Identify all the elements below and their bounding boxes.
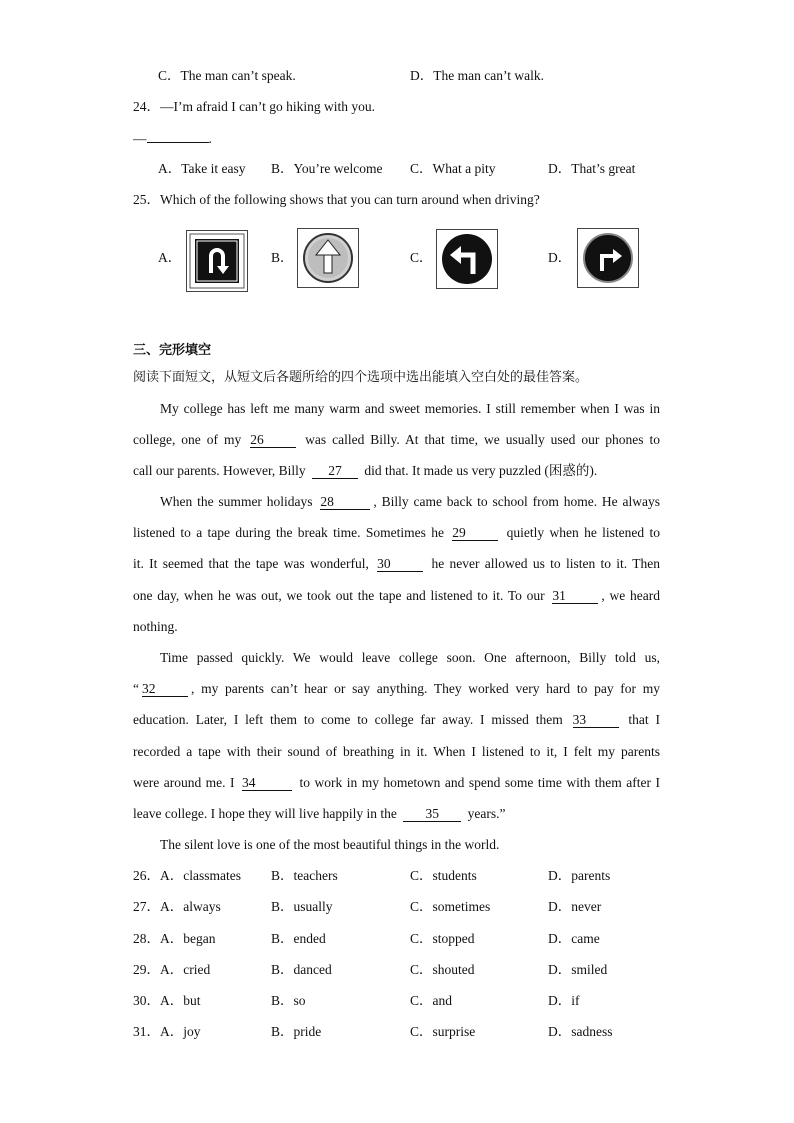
q24-option-a[interactable]: A．Take it easy [158, 161, 246, 176]
passage-p2-line4 [133, 587, 660, 605]
question-option-b[interactable]: B．so [271, 993, 306, 1008]
q24-answer-blank[interactable] [147, 142, 209, 143]
question-option-c[interactable]: C．stopped [410, 931, 475, 946]
passage-p2-line2 [133, 524, 660, 542]
question-option-a[interactable]: A．always [160, 899, 221, 914]
question-option-c[interactable]: C．students [410, 868, 477, 883]
text: years.” [467, 806, 506, 821]
passage-p4: The silent love is one of the most beautiful things in the world. [160, 837, 500, 852]
q24-reply-end: . [208, 131, 212, 146]
turn-left-sign-icon[interactable] [436, 229, 498, 289]
q24-option-c[interactable]: C．What a pity [410, 161, 496, 176]
q24-stem: 24．—I’m afraid I can’t go hiking with you. [133, 99, 375, 114]
text: college, one of my [133, 432, 242, 447]
straight-ahead-sign-icon[interactable] [297, 228, 359, 288]
passage-p2-line5: nothing. [133, 619, 178, 634]
q25-stem: 25．Which of the following shows that you can turn around when driving? [133, 192, 540, 207]
question-number: 26． [133, 868, 160, 883]
text: , we heard [601, 588, 660, 603]
passage-p1-line2 [133, 431, 660, 449]
question-option-d[interactable]: D．smiled [548, 962, 608, 977]
q23-option-d[interactable]: D．The man can’t walk. [410, 68, 544, 83]
passage-p1-line3 [133, 462, 597, 480]
q25-option-c-label[interactable]: C． [410, 250, 433, 265]
blank-29[interactable]: 29 [452, 525, 498, 541]
question-option-d[interactable]: D．never [548, 899, 602, 914]
text: it. It seemed that the tape was wonderful, [133, 556, 369, 571]
question-option-b[interactable]: B．pride [271, 1024, 322, 1039]
blank-28[interactable]: 28 [320, 494, 370, 510]
passage-p3-line4: recorded a tape with their sound of breathing in it. When I listened to it, I felt my parents [133, 744, 660, 759]
passage-p3-line5 [133, 774, 660, 792]
text: leave college. I hope they will live happily in the [133, 806, 397, 821]
text: , Billy came back to school from home. He always [373, 494, 660, 509]
text: , my parents can’t hear or say anything. They worked very hard to pay for my [191, 681, 660, 696]
text: to work in my hometown and spend some time with them after I [299, 775, 660, 790]
question-number: 30． [133, 993, 160, 1008]
q24-reply [133, 130, 212, 148]
blank-34[interactable]: 34 [242, 775, 292, 791]
text: was called Billy. At that time, we usually used our phones to [305, 432, 661, 447]
question-option-c[interactable]: C．shouted [410, 962, 475, 977]
blank-30[interactable]: 30 [377, 556, 423, 572]
question-option-d[interactable]: D．parents [548, 868, 611, 883]
blank-35[interactable]: 35 [403, 806, 461, 822]
passage-p3-line1: Time passed quickly. We would leave college soon. One afternoon, Billy told us, [160, 650, 660, 665]
question-number: 31． [133, 1024, 160, 1039]
section-title: 三、完形填空 [133, 343, 212, 358]
question-number: 28． [133, 931, 160, 946]
question-option-c[interactable]: C．and [410, 993, 452, 1008]
passage-p3-line2 [133, 680, 660, 698]
text: call our parents. However, Billy [133, 463, 306, 478]
text: quietly when he listened to [506, 525, 661, 540]
question-option-b[interactable]: B．ended [271, 931, 326, 946]
q24-option-d[interactable]: D．That’s great [548, 161, 636, 176]
text: that I [628, 712, 661, 727]
text: When the summer holidays [160, 494, 313, 509]
text: listened to a tape during the break time. Sometimes he [133, 525, 444, 540]
q23-option-c[interactable]: C．The man can’t speak. [158, 68, 296, 83]
question-option-a[interactable]: A．classmates [160, 868, 241, 883]
question-option-d[interactable]: D．if [548, 993, 580, 1008]
question-option-a[interactable]: A．but [160, 993, 201, 1008]
turn-right-sign-icon[interactable] [577, 228, 639, 288]
question-option-a[interactable]: A．cried [160, 962, 211, 977]
passage-p3-line6 [133, 805, 506, 823]
text: education. Later, I left them to come to college far away. I missed them [133, 712, 563, 727]
passage-p3-line3 [133, 711, 660, 729]
question-number: 29． [133, 962, 160, 977]
passage-p2-line3 [133, 555, 660, 573]
passage-p1-line1: My college has left me many warm and sweet memories. I still remember when I was in [160, 401, 660, 416]
question-option-b[interactable]: B．teachers [271, 868, 338, 883]
blank-31[interactable]: 31 [552, 588, 598, 604]
passage-p2-line1 [160, 493, 660, 511]
text: did that. It made us very puzzled (困惑的). [364, 463, 598, 478]
q25-option-a-label[interactable]: A． [158, 250, 182, 265]
text: he never allowed us to listen to it. Then [431, 556, 660, 571]
q24-reply-dash: — [133, 131, 147, 146]
question-option-d[interactable]: D．sadness [548, 1024, 613, 1039]
question-option-b[interactable]: B．danced [271, 962, 332, 977]
section-instruction: 阅读下面短文，从短文后各题所给的四个选项中选出能填入空白处的最佳答案。 [133, 370, 589, 385]
blank-26[interactable]: 26 [250, 432, 296, 448]
question-option-a[interactable]: A．began [160, 931, 216, 946]
question-option-a[interactable]: A．joy [160, 1024, 201, 1039]
blank-27[interactable]: 27 [312, 463, 358, 479]
text: “ [133, 681, 139, 696]
question-number: 27． [133, 899, 160, 914]
question-option-c[interactable]: C．surprise [410, 1024, 476, 1039]
text: one day, when he was out, we took out the tape and listened to it. To our [133, 588, 545, 603]
blank-33[interactable]: 33 [573, 712, 619, 728]
question-option-b[interactable]: B．usually [271, 899, 333, 914]
q24-option-b[interactable]: B．You’re welcome [271, 161, 383, 176]
blank-32[interactable]: 32 [142, 681, 188, 697]
q25-option-b-label[interactable]: B． [271, 250, 294, 265]
text: were around me. I [133, 775, 235, 790]
q25-option-d-label[interactable]: D． [548, 250, 572, 265]
question-option-c[interactable]: C．sometimes [410, 899, 491, 914]
question-option-d[interactable]: D．came [548, 931, 600, 946]
u-turn-sign-icon[interactable] [186, 230, 248, 292]
